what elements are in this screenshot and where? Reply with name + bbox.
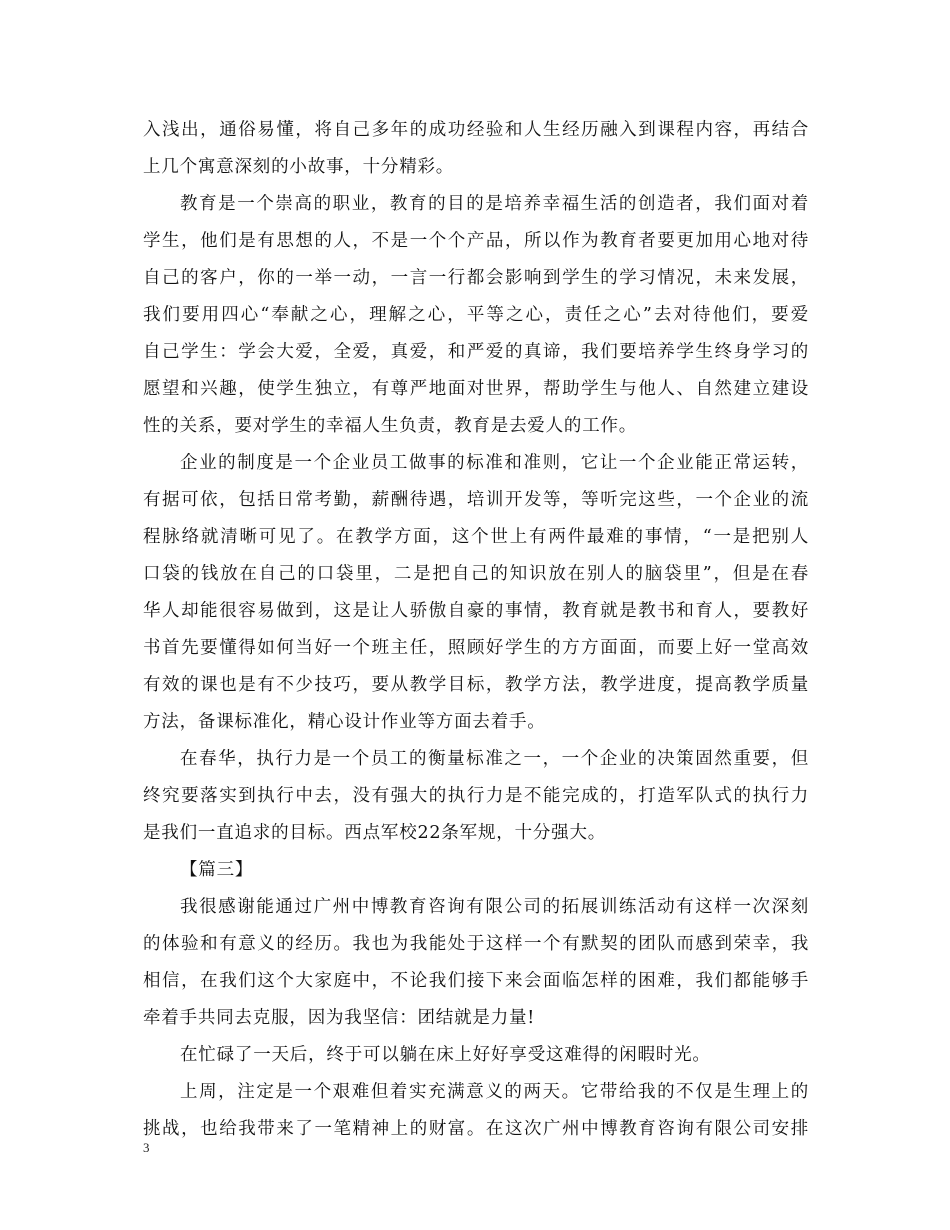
text-line: 相信，在我们这个大家庭中，不论我们接下来会面临怎样的困难，我们都能够手 (143, 971, 809, 991)
text-line: 入浅出，通俗易懂，将自己多年的成功经验和人生经历融入到课程内容，再结合 (143, 120, 809, 140)
document-body (143, 112, 809, 1148)
text-line: 上几个寓意深刻的小故事，十分精彩。 (143, 157, 455, 177)
text-line: 自己的客户，你的一举一动，一言一行都会影响到学生的学习情况，未来发展， (143, 268, 809, 288)
text-line: 书首先要懂得如何当好一个班主任，照顾好学生的方方面面，而要上好一堂高效 (143, 638, 809, 658)
text-line: 在忙碌了一天后，终于可以躺在床上好好享受这难得的闲暇时光。 (180, 1045, 711, 1065)
text-line: 学生，他们是有思想的人，不是一个个产品，所以作为教育者要更加用心地对待 (143, 231, 809, 251)
text-line: 我很感谢能通过广州中博教育咨询有限公司的拓展训练活动有这样一次深刻 (180, 897, 809, 917)
text-line: 方法，备课标准化，精心设计作业等方面去着手。 (143, 712, 546, 732)
text-line: 程脉络就清晰可见了。在教学方面，这个世上有两件最难的事情，“一是把别人 (143, 527, 809, 547)
text-line: 愿望和兴趣，使学生独立，有尊严地面对世界，帮助学生与他人、自然建立建设 (143, 379, 809, 399)
text-line: 企业的制度是一个企业员工做事的标准和准则，它让一个企业能正常运转， (180, 453, 809, 473)
text-line: 我们要用四心“奉献之心，理解之心，平等之心，责任之心”去对待他们，要爱 (143, 305, 809, 325)
text-line: 挑战，也给我带来了一笔精神上的财富。在这次广州中博教育咨询有限公司安排 (143, 1119, 809, 1139)
text-line: 性的关系，要对学生的幸福人生负责，教育是去爱人的工作。 (143, 416, 638, 436)
page-number: 3 (143, 1140, 150, 1155)
text-line: 的体验和有意义的经历。我也为我能处于这样一个有默契的团队而感到荣幸，我 (143, 934, 809, 954)
text-line: 教育是一个崇高的职业，教育的目的是培养幸福生活的创造者，我们面对着 (180, 194, 809, 214)
text-line: 有效的课也是有不少技巧，要从教学目标，教学方法，教学进度，提高教学质量 (143, 675, 809, 695)
text-line: 在春华，执行力是一个员工的衡量标准之一，一个企业的决策固然重要，但 (180, 749, 809, 769)
text-line: 上周，注定是一个艰难但着实充满意义的两天。它带给我的不仅是生理上的 (180, 1082, 809, 1102)
text-line: 自己学生：学会大爱，全爱，真爱，和严爱的真谛，我们要培养学生终身学习的 (143, 342, 809, 362)
text-line: 口袋的钱放在自己的口袋里，二是把自己的知识放在别人的脑袋里”，但是在春 (143, 564, 809, 584)
section-heading: 【篇三】 (180, 860, 254, 880)
text-line: 牵着手共同去克服，因为我坚信：团结就是力量! (143, 1008, 536, 1028)
text-line: 有据可依，包括日常考勤，薪酬待遇，培训开发等，等听完这些，一个企业的流 (143, 490, 809, 510)
text-line: 是我们一直追求的目标。西点军校22条军规，十分强大。 (143, 823, 607, 843)
text-line: 华人却能很容易做到，这是让人骄傲自豪的事情，教育就是教书和育人，要教好 (143, 601, 809, 621)
text-line: 终究要落实到执行中去，没有强大的执行力是不能完成的，打造军队式的执行力 (143, 786, 809, 806)
